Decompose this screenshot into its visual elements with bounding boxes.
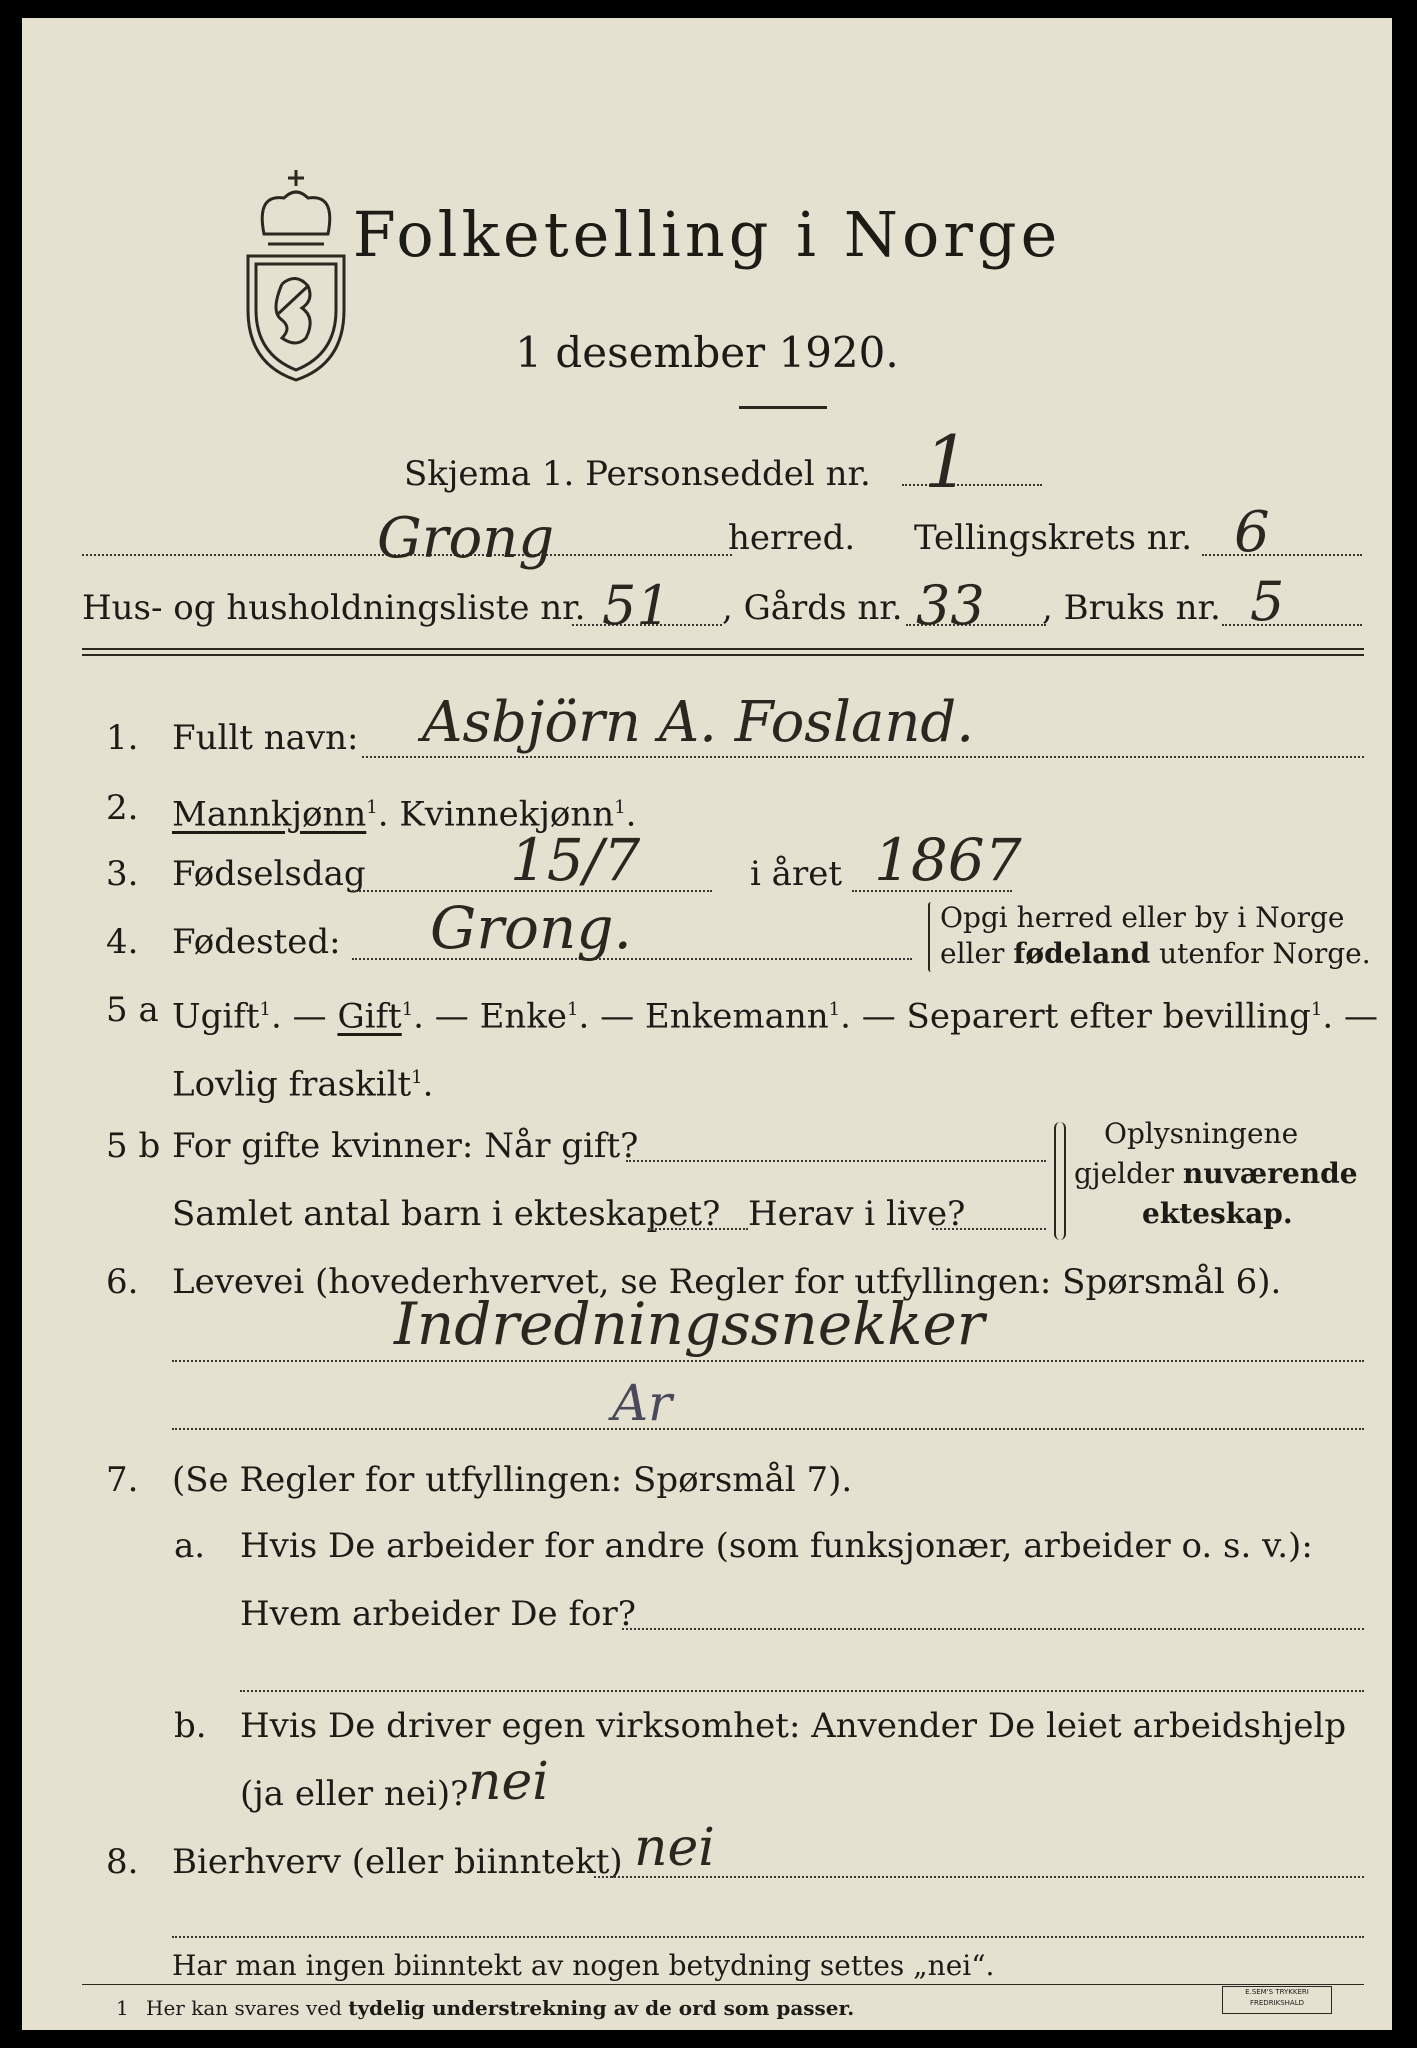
q1-label: Fullt navn: bbox=[172, 718, 359, 758]
q4-note-line1: Opgi herred eller by i Norge bbox=[940, 901, 1345, 934]
gards-value[interactable]: 33 bbox=[916, 574, 985, 637]
bruks-line bbox=[1222, 624, 1362, 626]
title-divider bbox=[739, 406, 827, 409]
q1-number: 1. bbox=[106, 718, 139, 758]
q7b-text: Hvis De driver egen virksomhet: Anvender De leiet arbeidshjelp bbox=[240, 1706, 1347, 1746]
q5b-when-married-label: For gifte kvinner: Når gift? bbox=[172, 1126, 639, 1166]
q6-label: Levevei (hovederhvervet, se Regler for utfyllingen: Spørsmål 6). bbox=[172, 1262, 1282, 1302]
q7a-employer-label: Hvem arbeider De for? bbox=[240, 1594, 636, 1634]
schema-label: Skjema 1. Personseddel nr. bbox=[404, 454, 871, 494]
census-date: 1 desember 1920. bbox=[515, 328, 899, 377]
occupation-line-1 bbox=[172, 1360, 1364, 1362]
q7b-letter: b. bbox=[174, 1706, 207, 1746]
q3-label: Fødselsdag bbox=[172, 854, 366, 894]
husholdning-label: Hus- og husholdningsliste nr. bbox=[82, 588, 586, 628]
printer-stamp-line2: FREDRIKSHALD bbox=[1249, 1999, 1304, 2007]
full-name-value[interactable]: Asbjörn A. Fosland. bbox=[422, 690, 975, 755]
birthplace-value[interactable]: Grong. bbox=[430, 894, 632, 962]
tellingskrets-value[interactable]: 6 bbox=[1234, 500, 1270, 565]
marital-married-option[interactable]: Gift bbox=[337, 996, 402, 1037]
q3-number: 3. bbox=[106, 854, 139, 894]
when-married-line bbox=[626, 1160, 1046, 1162]
q4-number: 4. bbox=[106, 922, 139, 962]
q7a-text: Hvis De arbeider for andre (som funksjonær, arbeider o. s. v.): bbox=[240, 1526, 1313, 1566]
occupation-value[interactable]: Indredningssnekker bbox=[394, 1290, 985, 1358]
side-income-line-2 bbox=[172, 1936, 1364, 1938]
q7a-letter: a. bbox=[174, 1526, 206, 1566]
form-title: Folketelling i Norge bbox=[352, 198, 1062, 271]
herred-value[interactable]: Grong bbox=[377, 506, 555, 571]
occupation-code-value[interactable]: Ar bbox=[612, 1374, 673, 1432]
herred-label: herred. bbox=[728, 518, 856, 558]
personseddel-line bbox=[902, 484, 1042, 486]
q7-label: (Se Regler for utfyllingen: Spørsmål 7). bbox=[172, 1460, 853, 1500]
census-form bbox=[22, 18, 1392, 2030]
q5b-note-line2: gjelder nuværende bbox=[1074, 1157, 1358, 1190]
section-divider-top bbox=[82, 648, 1364, 650]
gards-label: , Gårds nr. bbox=[722, 588, 903, 628]
q7b-yesno-label: (ja eller nei)? bbox=[240, 1774, 469, 1814]
q5b-children-label: Samlet antal barn i ekteskapet? bbox=[172, 1194, 721, 1234]
footnote-number: 1 bbox=[116, 1996, 129, 2020]
gender-female-option[interactable]: Kvinnekjønn bbox=[399, 794, 615, 835]
q2-number: 2. bbox=[106, 788, 139, 828]
personseddel-nr-value[interactable]: 1 bbox=[924, 420, 970, 504]
husholdning-value[interactable]: 51 bbox=[602, 574, 671, 637]
q5b-note-line1: Oplysningene bbox=[1104, 1117, 1299, 1150]
side-income-value[interactable]: nei bbox=[634, 1818, 715, 1878]
q8-number: 8. bbox=[106, 1842, 139, 1882]
q4-label: Fødested: bbox=[172, 922, 341, 962]
bruks-label: , Bruks nr. bbox=[1042, 588, 1221, 628]
employer-line-2 bbox=[240, 1690, 1364, 1692]
occupation-line-2 bbox=[172, 1428, 1364, 1430]
employer-line-1 bbox=[622, 1628, 1364, 1630]
marital-divorced-option[interactable]: Lovlig fraskilt$^1$. bbox=[172, 1064, 434, 1105]
year-label: i året bbox=[750, 854, 842, 894]
q5b-note-line3: ekteskap. bbox=[1142, 1197, 1293, 1230]
children-line bbox=[648, 1228, 748, 1230]
marital-status-options: Ugift$^1$. — Gift$^1$. — Enke$^1$. — Enkemann$^1$. — Separert efter bevilling$^1$. — bbox=[172, 996, 1378, 1037]
birthday-value[interactable]: 15/7 bbox=[510, 826, 641, 894]
gender-male-option[interactable]: Mannkjønn bbox=[172, 794, 367, 835]
marital-unmarried-option[interactable]: Ugift bbox=[172, 996, 260, 1037]
gender-options: Mannkjønn$^1$. Kvinnekjønn$^1$. bbox=[172, 794, 637, 835]
q5b-note-brace bbox=[1054, 1122, 1066, 1240]
q4-note-line2: eller fødeland utenfor Norge. bbox=[940, 937, 1371, 970]
q4-note-brace bbox=[928, 902, 934, 972]
footnote-divider bbox=[82, 1984, 1364, 1985]
tellingskrets-label: Tellingskrets nr. bbox=[914, 518, 1193, 558]
q7-number: 7. bbox=[106, 1460, 139, 1500]
footer-note: Har man ingen biinntekt av nogen betydning settes „nei“. bbox=[172, 1949, 995, 1982]
printer-stamp bbox=[1222, 1986, 1332, 2014]
hired-help-value[interactable]: nei bbox=[468, 1752, 549, 1812]
section-divider-bottom bbox=[82, 654, 1364, 656]
q1-line bbox=[362, 756, 1364, 758]
printer-stamp-line1: E.SEM'S TRYKKERI bbox=[1245, 1988, 1309, 1996]
alive-line bbox=[932, 1228, 1046, 1230]
q8-label: Bierhverv (eller biinntekt) bbox=[172, 1842, 623, 1882]
q5b-alive-label: Herav i live? bbox=[748, 1194, 966, 1234]
tellingskrets-line bbox=[1202, 554, 1362, 556]
q5a-number: 5 a bbox=[106, 990, 159, 1030]
bruks-value[interactable]: 5 bbox=[1250, 570, 1285, 633]
birth-year-value[interactable]: 1867 bbox=[874, 826, 1022, 894]
footnote-text: Her kan svares ved tydelig understrekning av de ord som passer. bbox=[146, 1996, 855, 2020]
q6-number: 6. bbox=[106, 1262, 139, 1302]
q5b-number: 5 b bbox=[106, 1126, 161, 1166]
